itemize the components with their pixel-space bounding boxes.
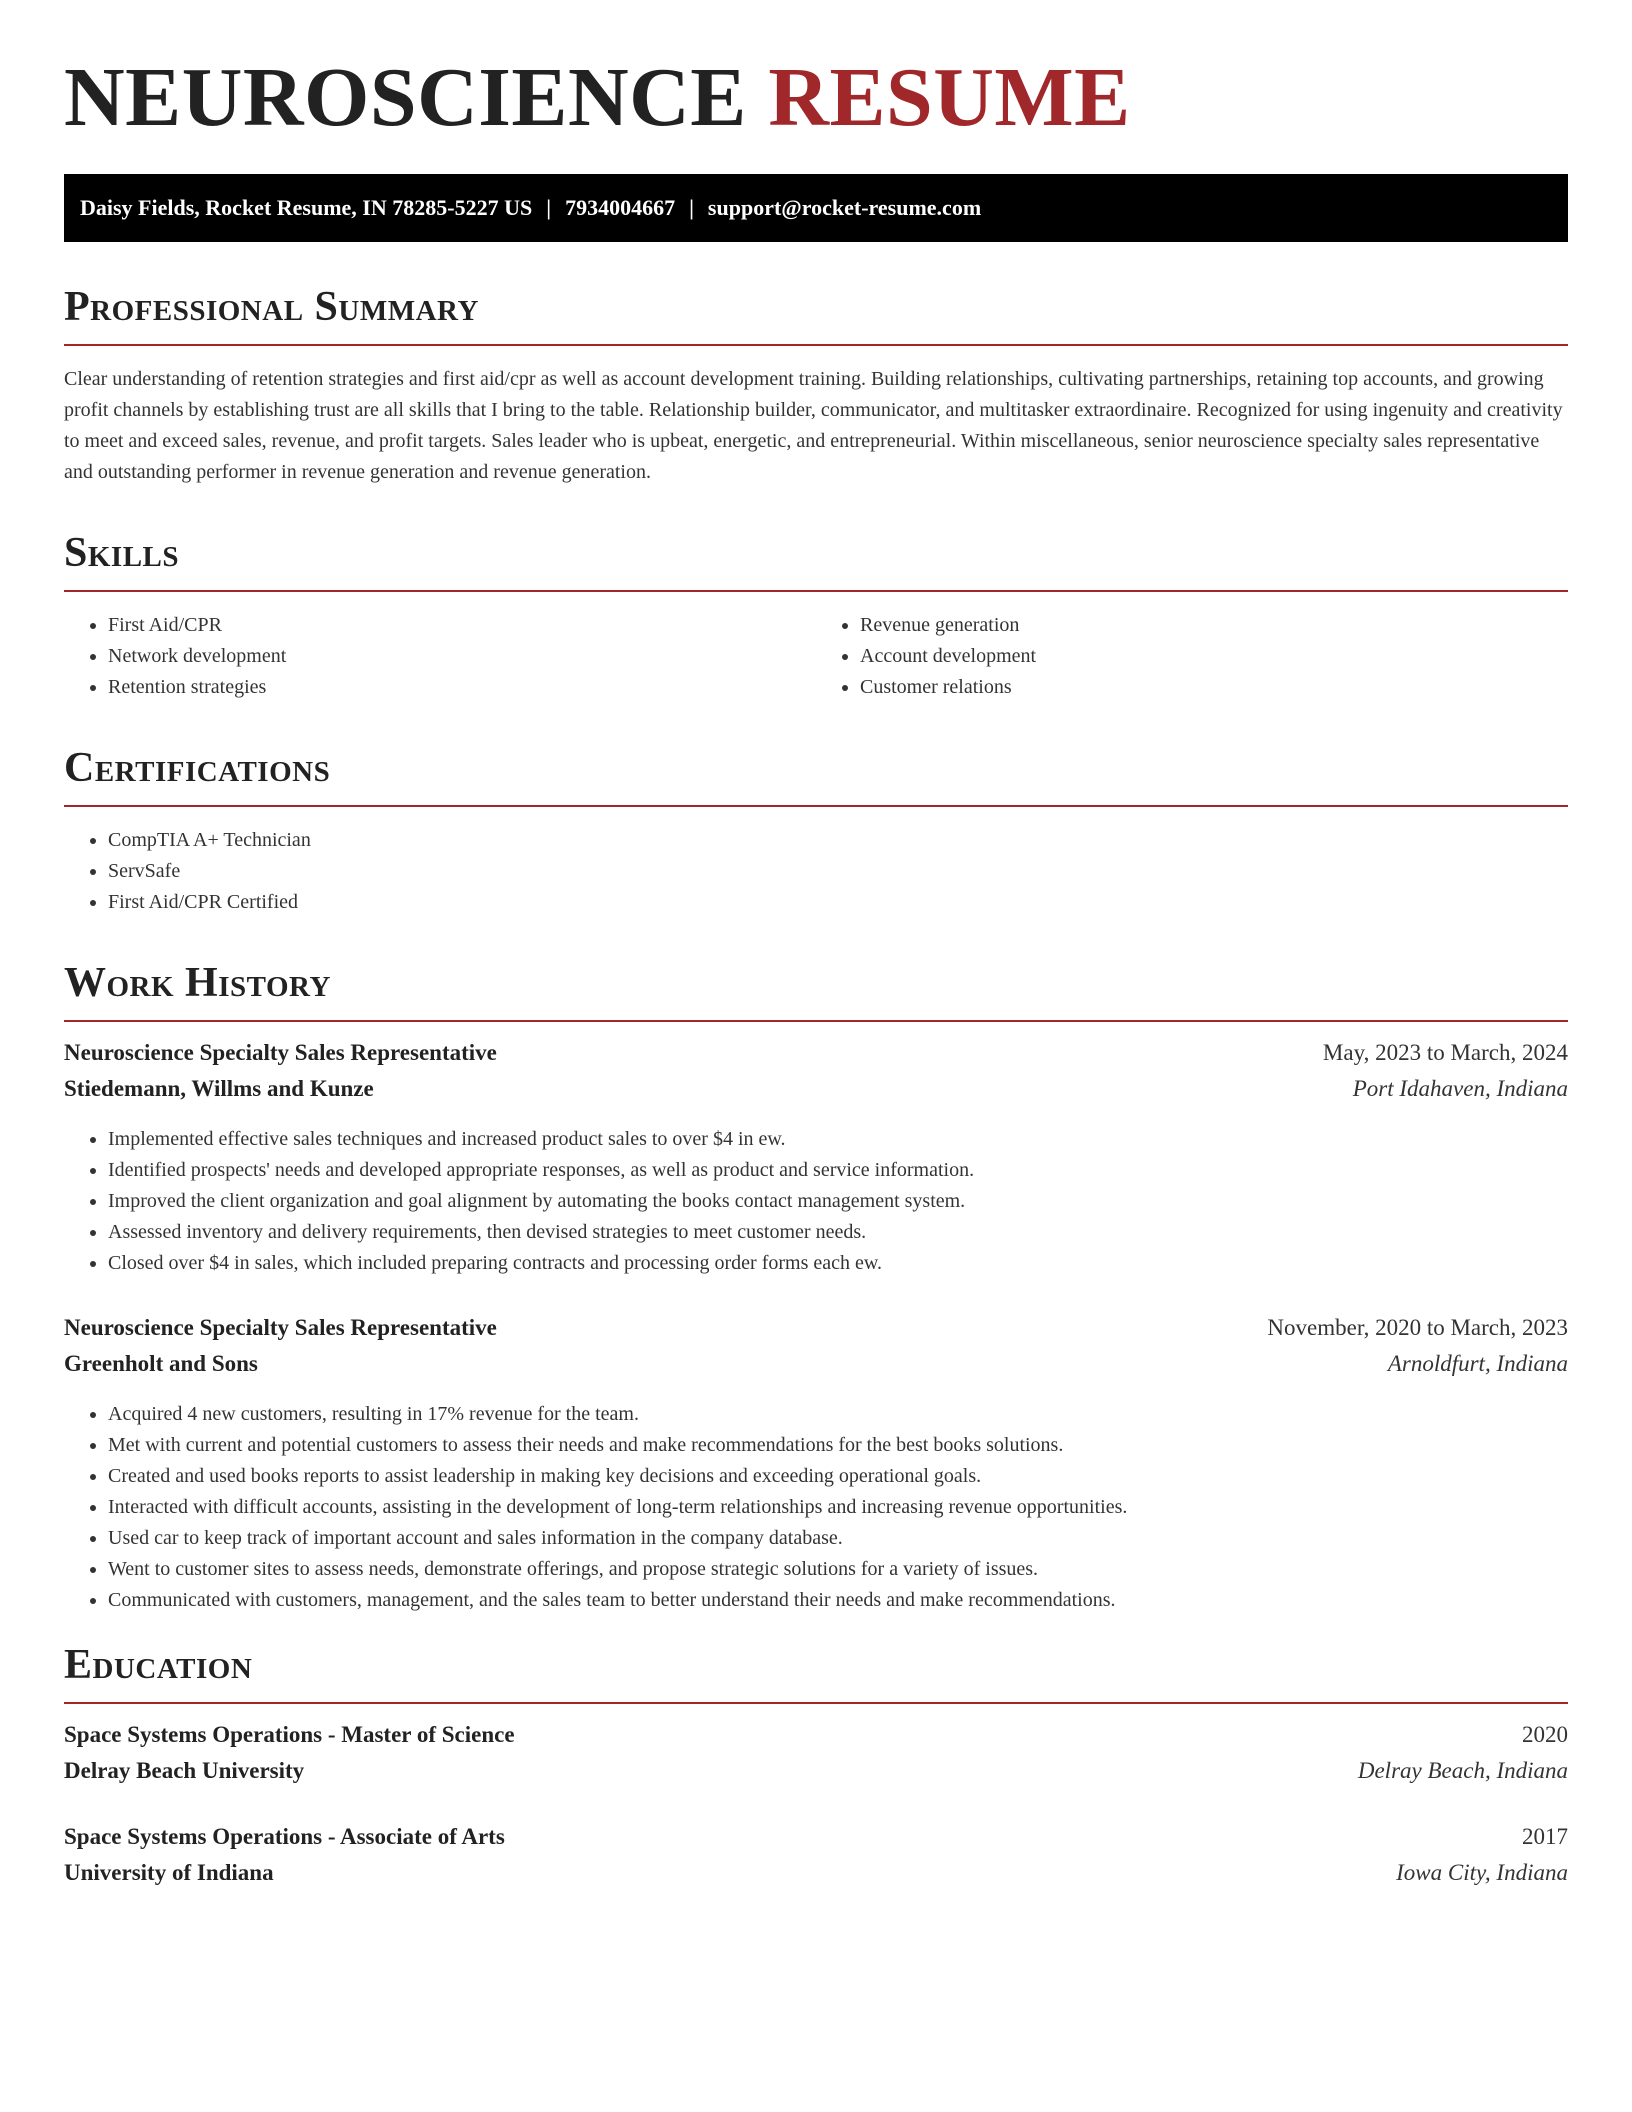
education-entry <box>64 1722 1568 1794</box>
work-history-heading: Work History <box>64 960 331 1006</box>
education-school-row <box>64 1860 1568 1896</box>
education-school: Delray Beach University <box>64 1758 305 1783</box>
job-bullet: • Identified prospects' needs and developed appropriate responses, as well as product and service information. <box>108 1155 1568 1186</box>
skill-item: • Account development <box>860 641 1568 672</box>
contact-address: Daisy Fields, Rocket Resume, IN 78285-5227 US <box>80 195 533 220</box>
job-dates: May, 2023 to March, 2024 <box>1322 1040 1568 1065</box>
job-title: Neuroscience Specialty Sales Representative <box>64 1040 497 1065</box>
summary-section <box>64 282 1568 488</box>
job-bullets <box>64 1399 1568 1616</box>
job-company-row <box>64 1351 1568 1387</box>
job-header-row <box>64 1315 1568 1351</box>
contact-bar <box>64 174 1568 242</box>
job-bullet: • Improved the client organization and goal alignment by automating the books contact management system. <box>108 1186 1568 1217</box>
education-year: 2017 <box>1522 1824 1568 1849</box>
education-location: Delray Beach, Indiana <box>1357 1758 1568 1783</box>
summary-text: Clear understanding of retention strategies and first aid/cpr as well as account development training. Building relationships, cultivating partnerships, retaining top accounts, and growing profit channels by establishing trust are all skills that I bring to the table. Relationship builder, communicator, and multitasker extraordinaire. Recognized for using ingenuity and creativity to meet and exceed sales, revenue, and profit targets. Sales leader who is upbeat, energetic, and entrepreneurial. Within miscellaneous, senior neuroscience specialty sales representative and outstanding performer in revenue generation and revenue generation. <box>64 368 1563 483</box>
skill-item: • Revenue generation <box>860 610 1568 641</box>
certifications-list <box>64 825 1568 918</box>
skill-item: • First Aid/CPR <box>108 610 816 641</box>
contact-separator: | <box>689 195 694 220</box>
section-divider <box>64 805 1568 807</box>
section-divider <box>64 1702 1568 1704</box>
certification-item: • CompTIA A+ Technician <box>108 825 1568 856</box>
education-header-row <box>64 1824 1568 1860</box>
job-company: Greenholt and Sons <box>64 1351 258 1376</box>
skills-section <box>64 528 1568 703</box>
certification-item: • ServSafe <box>108 856 1568 887</box>
education-year: 2020 <box>1522 1722 1568 1747</box>
job-bullet: • Closed over $4 in sales, which included preparing contracts and processing order forms each ew. <box>108 1248 1568 1279</box>
education-section <box>64 1640 1568 1896</box>
certification-item: • First Aid/CPR Certified <box>108 887 1568 918</box>
title-word-resume: RESUME <box>768 51 1131 144</box>
job-bullet: • Implemented effective sales techniques and increased product sales to over $4 in ew. <box>108 1124 1568 1155</box>
resume-page <box>64 0 1568 1926</box>
section-divider <box>64 1020 1568 1022</box>
job-bullet: • Created and used books reports to assist leadership in making key decisions and exceeding operational goals. <box>108 1461 1568 1492</box>
job-bullet: • Went to customer sites to assess needs, demonstrate offerings, and propose strategic solutions for a variety of issues. <box>108 1554 1568 1585</box>
job-bullet: • Communicated with customers, management, and the sales team to better understand their needs and make recommendations. <box>108 1585 1568 1616</box>
job-dates: November, 2020 to March, 2023 <box>1267 1315 1568 1340</box>
job-bullet: • Acquired 4 new customers, resulting in 17% revenue for the team. <box>108 1399 1568 1430</box>
job-company: Stiedemann, Willms and Kunze <box>64 1076 374 1101</box>
certifications-section <box>64 743 1568 918</box>
skill-item: • Network development <box>108 641 816 672</box>
skills-list-left <box>64 610 816 703</box>
education-location: Iowa City, Indiana <box>1396 1860 1568 1885</box>
title-word-neuroscience: NEUROSCIENCE <box>64 51 747 144</box>
education-entry <box>64 1824 1568 1896</box>
certifications-heading: Certifications <box>64 745 331 791</box>
section-divider <box>64 590 1568 592</box>
job-header-row <box>64 1040 1568 1076</box>
summary-heading: Professional Summary <box>64 284 479 330</box>
job-bullets <box>64 1124 1568 1279</box>
job-entry <box>64 1040 1568 1279</box>
contact-email: support@rocket-resume.com <box>707 195 982 220</box>
job-bullet: • Used car to keep track of important account and sales information in the company database. <box>108 1523 1568 1554</box>
education-degree: Space Systems Operations - Master of Science <box>64 1722 515 1747</box>
contact-phone: 7934004667 <box>565 195 676 220</box>
job-bullet: • Interacted with difficult accounts, assisting in the development of long-term relationships and increasing revenue opportunities. <box>108 1492 1568 1523</box>
job-entry <box>64 1315 1568 1616</box>
education-header-row <box>64 1722 1568 1758</box>
job-company-row <box>64 1076 1568 1112</box>
contact-separator: | <box>546 195 552 220</box>
skill-item: • Customer relations <box>860 672 1568 703</box>
section-divider <box>64 344 1568 346</box>
education-degree: Space Systems Operations - Associate of Arts <box>64 1824 505 1849</box>
skills-heading: Skills <box>64 530 180 576</box>
education-school: University of Indiana <box>64 1860 274 1885</box>
education-heading: Education <box>64 1642 253 1688</box>
job-location: Port Idahaven, Indiana <box>1352 1076 1568 1101</box>
job-title: Neuroscience Specialty Sales Representative <box>64 1315 497 1340</box>
job-location: Arnoldfurt, Indiana <box>1387 1351 1568 1376</box>
job-bullet: • Met with current and potential customers to assess their needs and make recommendations for the best books solutions. <box>108 1430 1568 1461</box>
skills-grid <box>64 610 1568 703</box>
education-school-row <box>64 1758 1568 1794</box>
skills-list-right <box>816 610 1568 703</box>
resume-title <box>64 0 1568 144</box>
work-history-section <box>64 958 1568 1616</box>
job-bullet: • Assessed inventory and delivery requirements, then devised strategies to meet customer needs. <box>108 1217 1568 1248</box>
skill-item: • Retention strategies <box>108 672 816 703</box>
